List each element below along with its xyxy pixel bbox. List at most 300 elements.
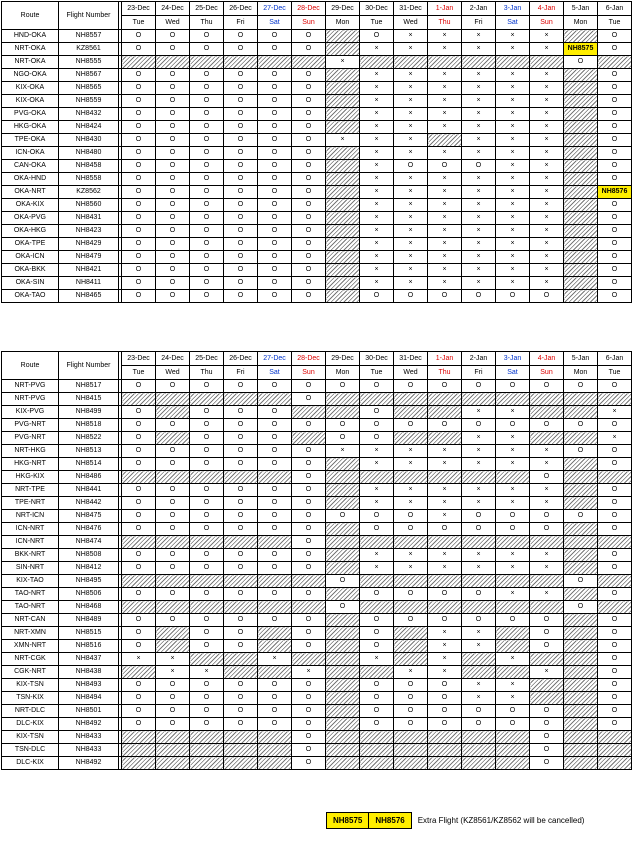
status-cell: O [224,419,258,432]
status-cell: × [428,666,462,679]
status-cell: × [394,238,428,251]
status-cell: O [292,251,326,264]
flight-row [2,43,632,56]
route-cell: CAN-OKA [2,160,59,173]
status-cell: O [496,614,530,627]
status-cell: O [292,744,326,757]
route-cell: OKA-HKG [2,225,59,238]
flight-number-cell: KZ8562 [59,186,119,199]
status-cell: O [156,147,190,160]
flight-number-cell: NH8476 [59,523,119,536]
status-cell: O [190,562,224,575]
status-cell: O [292,731,326,744]
flight-row [2,121,632,134]
status-cell: × [530,277,564,290]
status-cell: O [258,679,292,692]
status-cell: O [156,277,190,290]
status-cell: O [156,614,190,627]
status-cell: × [428,264,462,277]
status-cell: O [530,705,564,718]
status-cell [564,484,598,497]
status-cell: O [190,160,224,173]
status-cell: O [394,380,428,393]
route-cell: OKA-HND [2,173,59,186]
status-cell: O [360,627,394,640]
flight-number-cell: NH8411 [59,277,119,290]
status-cell: O [292,108,326,121]
date-header: 23-Dec [122,2,156,16]
status-cell [122,731,156,744]
status-cell [564,121,598,134]
status-cell: × [394,95,428,108]
status-cell: O [122,43,156,56]
flight-number-cell: NH8465 [59,290,119,303]
status-cell: O [428,160,462,173]
status-cell: O [292,614,326,627]
status-cell: × [428,458,462,471]
weekday-header: Thu [428,16,462,30]
flight-row [2,679,632,692]
status-cell [326,43,360,56]
flight-row [2,549,632,562]
status-cell: O [190,445,224,458]
status-cell: × [394,458,428,471]
flight-number-cell: NH8489 [59,614,119,627]
status-cell [122,536,156,549]
status-cell [190,56,224,69]
status-cell: × [394,549,428,562]
flight-row [2,160,632,173]
status-cell: × [496,264,530,277]
flight-number-cell: NH8495 [59,575,119,588]
flight-row [2,471,632,484]
status-cell [564,588,598,601]
status-cell: O [122,108,156,121]
status-cell: × [360,238,394,251]
route-cell: KIX-TAO [2,575,59,588]
route-cell: NRT-ICN [2,510,59,523]
flight-number-cell: KZ8561 [59,43,119,56]
status-cell [258,393,292,406]
status-cell [326,160,360,173]
status-cell [258,640,292,653]
status-cell: O [156,419,190,432]
status-cell: × [462,43,496,56]
status-cell: × [530,562,564,575]
route-cell: PVG-OKA [2,108,59,121]
status-cell: O [598,95,632,108]
status-cell: O [156,497,190,510]
status-cell: O [224,108,258,121]
status-cell: × [360,121,394,134]
status-cell [156,536,190,549]
status-cell [122,666,156,679]
status-cell: O [258,380,292,393]
status-cell [326,614,360,627]
flight-number-cell: NH8423 [59,225,119,238]
status-cell: O [122,679,156,692]
status-cell: O [224,43,258,56]
weekday-header: Mon [564,366,598,380]
status-cell: × [496,562,530,575]
flight-row [2,212,632,225]
status-cell [190,744,224,757]
flight-number-cell: NH8430 [59,134,119,147]
status-cell [326,497,360,510]
flight-row [2,264,632,277]
flight-row [2,56,632,69]
status-cell: × [496,199,530,212]
status-cell: × [462,497,496,510]
status-cell: O [292,95,326,108]
status-cell [394,627,428,640]
status-cell: O [224,445,258,458]
route-cell: TSN-KIX [2,692,59,705]
status-cell: O [598,445,632,458]
status-cell: × [360,549,394,562]
status-cell [326,30,360,43]
date-header: 27-Dec [258,352,292,366]
status-cell: O [292,225,326,238]
status-cell: O [122,380,156,393]
date-header: 6-Jan [598,352,632,366]
status-cell [428,536,462,549]
status-cell: O [224,147,258,160]
status-cell [326,277,360,290]
status-cell: O [598,160,632,173]
status-cell: O [292,549,326,562]
status-cell: O [122,277,156,290]
status-cell [156,757,190,770]
status-cell: O [190,186,224,199]
status-cell: × [598,432,632,445]
status-cell [428,471,462,484]
flight-row [2,95,632,108]
status-cell: O [258,251,292,264]
status-cell: × [496,549,530,562]
status-cell [598,536,632,549]
route-cell: OKA-KIX [2,199,59,212]
status-cell [428,744,462,757]
status-cell: O [292,523,326,536]
status-cell [394,731,428,744]
weekday-header: Thu [190,366,224,380]
status-cell: O [258,173,292,186]
status-cell: O [292,640,326,653]
status-cell [564,523,598,536]
status-cell: O [190,705,224,718]
status-cell: O [258,160,292,173]
status-cell [564,471,598,484]
flight-number-cell: NH8557 [59,30,119,43]
status-cell: × [496,82,530,95]
weekday-header: Sun [530,16,564,30]
status-cell: × [360,173,394,186]
weekday-header: Mon [326,366,360,380]
flight-row [2,666,632,679]
date-header: 1-Jan [428,2,462,16]
status-cell: × [428,225,462,238]
route-cell: NRT-CGK [2,653,59,666]
status-cell [326,290,360,303]
status-cell: O [394,510,428,523]
status-cell: O [530,471,564,484]
status-cell: × [462,199,496,212]
status-cell: × [530,95,564,108]
status-cell: × [462,264,496,277]
legend-flight-badge-1: NH8575 [326,812,369,829]
status-cell: O [258,108,292,121]
status-cell: O [224,277,258,290]
status-cell: O [462,419,496,432]
status-cell: × [360,497,394,510]
status-cell: × [598,406,632,419]
flight-row [2,640,632,653]
status-cell: × [462,82,496,95]
status-cell: × [530,199,564,212]
status-cell: O [224,30,258,43]
status-cell: × [190,666,224,679]
status-cell: × [428,640,462,653]
flight-row [2,393,632,406]
status-cell: O [190,419,224,432]
status-cell: O [462,510,496,523]
status-cell [564,160,598,173]
route-cell: TAO-NRT [2,601,59,614]
status-cell: × [394,30,428,43]
status-cell: O [428,380,462,393]
status-cell: × [428,121,462,134]
weekday-header: Tue [360,366,394,380]
status-cell [462,757,496,770]
status-cell: O [122,588,156,601]
status-cell: O [598,614,632,627]
status-cell: × [496,108,530,121]
status-cell: × [122,653,156,666]
weekday-header: Sat [496,16,530,30]
status-cell [394,56,428,69]
status-cell: O [122,225,156,238]
status-cell: × [428,497,462,510]
status-cell: × [496,95,530,108]
status-cell [156,393,190,406]
status-cell: O [122,121,156,134]
status-cell [564,393,598,406]
status-cell: O [598,212,632,225]
status-cell: O [190,173,224,186]
status-cell: O [190,549,224,562]
status-cell: O [190,679,224,692]
status-cell: O [292,393,326,406]
status-cell: O [598,666,632,679]
status-cell: O [598,82,632,95]
status-cell [258,575,292,588]
status-cell: O [292,679,326,692]
date-header: 6-Jan [598,2,632,16]
route-header: Route [2,352,59,380]
status-cell [564,30,598,43]
status-cell [224,744,258,757]
status-cell: × [428,562,462,575]
status-cell [326,562,360,575]
status-cell: O [190,290,224,303]
status-cell: O [292,121,326,134]
status-cell: O [360,290,394,303]
status-cell: × [530,264,564,277]
status-cell [564,653,598,666]
status-cell: O [156,69,190,82]
status-cell: O [530,718,564,731]
route-cell: NRT-PVG [2,393,59,406]
status-cell: O [156,484,190,497]
route-cell: ICN-OKA [2,147,59,160]
flight-number-cell: NH8492 [59,757,119,770]
flight-number-cell: NH8486 [59,471,119,484]
status-cell: O [258,212,292,225]
flight-row [2,653,632,666]
status-cell [292,601,326,614]
flight-number-cell: NH8474 [59,536,119,549]
flight-row [2,731,632,744]
status-cell [326,251,360,264]
status-cell [564,692,598,705]
status-cell: O [360,692,394,705]
route-cell: NRT-TPE [2,484,59,497]
date-header: 25-Dec [190,2,224,16]
flight-row [2,601,632,614]
status-cell [462,471,496,484]
status-cell: O [122,212,156,225]
status-cell: × [326,56,360,69]
status-cell [326,718,360,731]
flight-row [2,108,632,121]
status-cell [156,627,190,640]
status-cell: × [394,147,428,160]
status-cell: × [428,212,462,225]
flight-number-cell: NH8415 [59,393,119,406]
status-cell [564,199,598,212]
status-cell [496,666,530,679]
status-cell: × [428,627,462,640]
status-cell [564,225,598,238]
status-cell [564,549,598,562]
status-cell: O [360,523,394,536]
status-cell: O [496,510,530,523]
table2-grid [1,351,632,770]
status-cell: O [598,588,632,601]
route-cell: KIX-TSN [2,731,59,744]
status-cell: O [530,290,564,303]
status-cell: × [258,653,292,666]
status-cell [428,134,462,147]
status-cell: × [462,549,496,562]
status-cell [258,731,292,744]
status-cell: O [224,225,258,238]
status-cell: O [258,186,292,199]
status-cell [326,549,360,562]
status-cell [564,82,598,95]
route-cell: KIX-OKA [2,82,59,95]
status-cell: × [360,134,394,147]
status-cell: × [496,484,530,497]
status-cell: O [224,692,258,705]
status-cell: × [394,277,428,290]
status-cell [122,56,156,69]
status-cell: O [258,432,292,445]
flight-number-cell: NH8424 [59,121,119,134]
status-cell [190,731,224,744]
status-cell [428,757,462,770]
status-cell: NH8576 [598,186,632,199]
status-cell [292,653,326,666]
status-cell: O [122,406,156,419]
flight-number-cell: NH8516 [59,640,119,653]
status-cell: O [258,562,292,575]
status-cell: O [156,458,190,471]
flight-row [2,69,632,82]
route-cell: OKA-ICN [2,251,59,264]
status-cell: O [190,43,224,56]
status-cell: × [462,147,496,160]
status-cell: O [292,445,326,458]
status-cell: O [190,588,224,601]
status-cell: O [224,134,258,147]
flight-number-cell: NH8432 [59,108,119,121]
status-cell: O [156,290,190,303]
status-cell [564,705,598,718]
status-cell: O [394,588,428,601]
date-header: 28-Dec [292,352,326,366]
flight-row [2,458,632,471]
status-cell [394,575,428,588]
status-cell: O [598,251,632,264]
status-cell [564,69,598,82]
status-cell: O [462,588,496,601]
route-cell: ICN-NRT [2,523,59,536]
flight-number-cell: NH8560 [59,199,119,212]
flight-row [2,523,632,536]
status-cell: × [496,147,530,160]
date-header: 31-Dec [394,352,428,366]
status-cell: × [156,653,190,666]
status-cell: × [394,225,428,238]
status-cell: × [428,186,462,199]
route-cell: PVG-NRT [2,419,59,432]
status-cell [326,692,360,705]
flight-row [2,484,632,497]
status-cell: O [530,523,564,536]
date-header: 29-Dec [326,2,360,16]
status-cell [564,627,598,640]
status-cell: O [156,264,190,277]
date-header: 5-Jan [564,352,598,366]
status-cell [598,601,632,614]
status-cell: O [530,614,564,627]
status-cell [598,471,632,484]
status-cell [394,432,428,445]
status-cell [598,731,632,744]
status-cell: O [598,380,632,393]
status-cell [122,757,156,770]
status-cell: O [224,121,258,134]
flight-row [2,173,632,186]
flight-number-cell: NH8506 [59,588,119,601]
status-cell: O [224,251,258,264]
status-cell: × [496,445,530,458]
status-cell [326,147,360,160]
status-cell [326,627,360,640]
status-cell: O [292,43,326,56]
